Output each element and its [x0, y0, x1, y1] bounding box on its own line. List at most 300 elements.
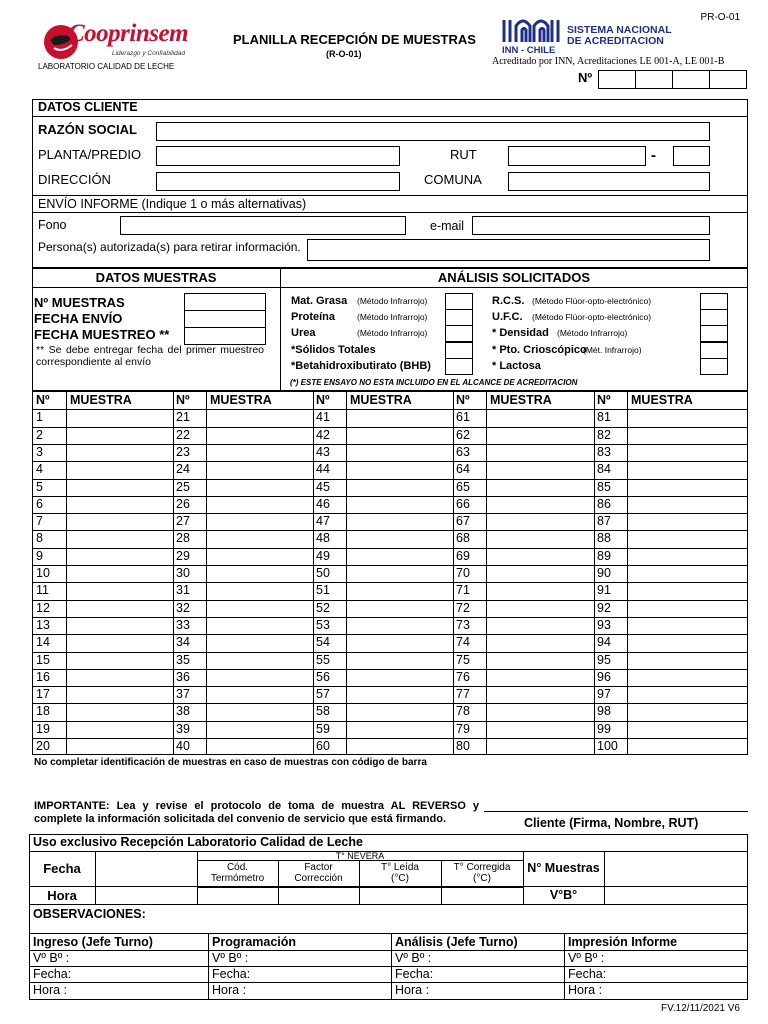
grid-sample-number: 90 — [597, 566, 611, 580]
direccion-field[interactable] — [156, 172, 400, 191]
analysis-right-method: (Método Flúor-opto-electrónico) — [532, 296, 652, 306]
analysis-left-name: Proteína — [291, 311, 336, 323]
analysis-title: ANÁLISIS SOLICITADOS — [437, 270, 591, 285]
grid-sample-input[interactable] — [67, 635, 172, 650]
vb-label: V°B° — [549, 888, 578, 902]
grid-sample-number: 61 — [456, 410, 470, 424]
grid-sample-number: 53 — [316, 618, 330, 632]
email-label: e-mail — [430, 219, 465, 233]
grid-sample-input[interactable] — [628, 635, 746, 650]
razon-social-field[interactable] — [156, 122, 710, 141]
t-leida-label: T° Leída (°C) — [381, 862, 419, 884]
grid-sample-input[interactable] — [207, 687, 312, 702]
grid-sample-input[interactable] — [67, 601, 172, 616]
grid-sample-input[interactable] — [628, 445, 746, 460]
analysis-right-checkbox[interactable] — [700, 293, 728, 310]
grid-sample-input[interactable] — [67, 514, 172, 529]
grid-sample-number: 31 — [176, 583, 190, 597]
analysis-left-checkbox[interactable] — [445, 358, 473, 375]
grid-sample-number: 25 — [176, 480, 190, 494]
grid-sample-number: 18 — [36, 704, 50, 718]
grid-sample-input[interactable] — [487, 583, 592, 598]
grid-sample-input[interactable] — [67, 428, 172, 443]
analysis-right-checkbox[interactable] — [700, 309, 728, 326]
signature-label: Cliente (Firma, Nombre, RUT) — [524, 816, 699, 830]
grid-sample-input[interactable] — [347, 549, 452, 564]
grid-sample-input[interactable] — [67, 480, 172, 495]
samples-note: ** Se debe entregar fecha del primer muestreo correspondiente al envío — [36, 344, 264, 368]
n-muestras-label: Nº MUESTRAS — [34, 295, 125, 310]
grid-sample-input[interactable] — [487, 514, 592, 529]
n-muestras-reception-label: N° Muestras — [527, 861, 600, 875]
grid-sample-number: 80 — [456, 739, 470, 753]
sign-input-area[interactable] — [451, 951, 560, 999]
form-code: PR-O-01 — [700, 12, 740, 23]
grid-header-muestra: MUESTRA — [350, 393, 412, 407]
grid-sample-number: 6 — [36, 497, 43, 511]
grid-sample-input[interactable] — [487, 635, 592, 650]
samples-grid — [32, 391, 748, 755]
samples-analysis-divider — [280, 268, 281, 391]
grid-sample-number: 5 — [36, 480, 43, 494]
grid-sample-number: 95 — [597, 653, 611, 667]
grid-sample-input[interactable] — [628, 497, 746, 512]
grid-sample-input[interactable] — [628, 722, 746, 737]
grid-sample-input[interactable] — [207, 410, 312, 425]
analysis-footnote: (*) ESTE ENSAYO NO ESTA INCLUIDO EN EL ALCANCE DE ACREDITACION — [290, 378, 578, 387]
sign-col-title: Programación — [212, 935, 297, 949]
analysis-left-checkbox[interactable] — [445, 309, 473, 326]
hora-label: Hora — [47, 888, 77, 903]
grid-sample-number: 42 — [316, 428, 330, 442]
number-box-2[interactable] — [635, 70, 673, 89]
grid-sample-input[interactable] — [628, 670, 746, 685]
analysis-left-checkbox[interactable] — [445, 293, 473, 310]
grid-sample-number: 48 — [316, 531, 330, 545]
grid-sample-input[interactable] — [67, 618, 172, 633]
grid-sample-number: 60 — [316, 739, 330, 753]
grid-sample-number: 63 — [456, 445, 470, 459]
grid-sample-number: 52 — [316, 601, 330, 615]
inn-logo-mark — [500, 16, 562, 46]
grid-sample-number: 58 — [316, 704, 330, 718]
grid-header-n: Nº — [176, 393, 190, 407]
grid-sample-number: 23 — [176, 445, 190, 459]
grid-sample-number: 36 — [176, 670, 190, 684]
sign-hora: Hora : — [395, 983, 430, 997]
grid-sample-input[interactable] — [628, 618, 746, 633]
grid-sample-input[interactable] — [487, 618, 592, 633]
grid-sample-number: 70 — [456, 566, 470, 580]
grid-sample-input[interactable] — [347, 704, 452, 719]
grid-sample-input[interactable] — [347, 601, 452, 616]
number-label: Nº — [578, 70, 593, 85]
grid-sample-number: 49 — [316, 549, 330, 563]
grid-sample-input[interactable] — [347, 462, 452, 477]
number-box-1[interactable] — [598, 70, 636, 89]
grid-sample-input[interactable] — [347, 739, 452, 754]
grid-sample-input[interactable] — [628, 653, 746, 668]
grid-sample-input[interactable] — [207, 653, 312, 668]
analysis-right-checkbox[interactable] — [700, 342, 728, 359]
grid-sample-input[interactable] — [487, 722, 592, 737]
sign-vb: Vº Bº : — [212, 951, 249, 965]
grid-sample-number: 11 — [36, 583, 49, 597]
grid-sample-input[interactable] — [487, 480, 592, 495]
grid-sample-input[interactable] — [628, 531, 746, 546]
grid-sample-number: 73 — [456, 618, 470, 632]
sign-col-line — [391, 933, 392, 1000]
grid-sample-number: 85 — [597, 480, 611, 494]
sign-hora: Hora : — [33, 983, 68, 997]
grid-sample-input[interactable] — [207, 601, 312, 616]
grid-sample-number: 71 — [456, 583, 470, 597]
grid-sample-input[interactable] — [347, 670, 452, 685]
sign-input-area[interactable] — [89, 951, 204, 999]
sign-vb: Vº Bº : — [568, 951, 605, 965]
samples-title: DATOS MUESTRAS — [95, 270, 217, 285]
observaciones-label: OBSERVACIONES: — [33, 907, 146, 921]
grid-sample-input[interactable] — [67, 462, 172, 477]
grid-sample-input[interactable] — [628, 583, 746, 598]
important-lead: IMPORTANTE: — [34, 800, 110, 812]
grid-sample-input[interactable] — [487, 462, 592, 477]
accreditation-name: SISTEMA NACIONAL DE ACREDITACION — [567, 24, 672, 47]
rut-label: RUT — [450, 147, 477, 162]
grid-sample-number: 56 — [316, 670, 330, 684]
grid-sample-input[interactable] — [347, 428, 452, 443]
grid-sample-input[interactable] — [67, 531, 172, 546]
fecha-envio-field[interactable] — [184, 310, 266, 328]
nevera-label: T° NEVERA — [335, 851, 385, 861]
grid-sample-input[interactable] — [628, 601, 746, 616]
grid-sample-input[interactable] — [207, 514, 312, 529]
grid-sample-input[interactable] — [347, 618, 452, 633]
analysis-right-checkbox[interactable] — [700, 325, 728, 342]
email-field[interactable] — [472, 216, 710, 235]
sign-col-line — [208, 933, 209, 1000]
grid-sample-input[interactable] — [67, 704, 172, 719]
grid-sample-input[interactable] — [487, 653, 592, 668]
number-box-3[interactable] — [672, 70, 710, 89]
grid-sample-number: 92 — [597, 601, 611, 615]
grid-sample-input[interactable] — [487, 497, 592, 512]
grid-sample-input[interactable] — [207, 618, 312, 633]
grid-sample-number: 13 — [36, 618, 50, 632]
grid-sample-input[interactable] — [207, 428, 312, 443]
grid-sample-input[interactable] — [67, 410, 172, 425]
sign-input-area[interactable] — [624, 951, 744, 999]
grid-sample-number: 21 — [176, 410, 190, 424]
grid-sample-number: 32 — [176, 601, 190, 615]
inn-label: INN - CHILE — [502, 45, 556, 56]
grid-sample-number: 27 — [176, 514, 190, 528]
grid-sample-number: 35 — [176, 653, 190, 667]
analysis-left-name: *Betahidroxibutirato (BHB) — [291, 360, 431, 372]
grid-sample-input[interactable] — [207, 497, 312, 512]
page-title: PLANILLA RECEPCIÓN DE MUESTRAS — [233, 32, 476, 47]
grid-sample-number: 54 — [316, 635, 330, 649]
grid-sample-number: 16 — [36, 670, 50, 684]
sign-fecha: Fecha: — [33, 967, 72, 981]
sign-col-title: Impresión Informe — [568, 935, 678, 949]
grid-sample-number: 51 — [316, 583, 330, 597]
client-envio-divider — [32, 195, 748, 196]
grid-sample-number: 59 — [316, 722, 330, 736]
grid-sample-input[interactable] — [628, 687, 746, 702]
grid-sample-input[interactable] — [487, 601, 592, 616]
grid-sample-input[interactable] — [67, 722, 172, 737]
grid-sample-input[interactable] — [347, 410, 452, 425]
grid-sample-input[interactable] — [347, 635, 452, 650]
grid-sample-number: 97 — [597, 687, 611, 701]
grid-sample-input[interactable] — [67, 583, 172, 598]
grid-sample-input[interactable] — [67, 549, 172, 564]
grid-sample-input[interactable] — [628, 549, 746, 564]
grid-sample-input[interactable] — [487, 739, 592, 754]
grid-sample-number: 38 — [176, 704, 190, 718]
analysis-left-name: Urea — [291, 327, 316, 339]
grid-sample-input[interactable] — [207, 549, 312, 564]
grid-sample-input[interactable] — [207, 670, 312, 685]
grid-sample-number: 98 — [597, 704, 611, 718]
grid-sample-number: 19 — [36, 722, 50, 736]
grid-sample-input[interactable] — [628, 704, 746, 719]
sign-fecha: Fecha: — [212, 967, 251, 981]
sign-vb: Vº Bº : — [33, 951, 70, 965]
grid-header-muestra: MUESTRA — [631, 393, 693, 407]
grid-sample-input[interactable] — [207, 566, 312, 581]
planta-label: PLANTA/PREDIO — [38, 147, 142, 162]
grid-header-n: Nº — [36, 393, 50, 407]
planta-field[interactable] — [156, 146, 400, 166]
analysis-right-method: (Método Flúor-opto-electrónico) — [532, 312, 652, 322]
grid-sample-input[interactable] — [487, 670, 592, 685]
grid-sample-number: 12 — [36, 601, 50, 615]
grid-sample-number: 69 — [456, 549, 470, 563]
brand-name: Cooprinsem — [68, 20, 189, 47]
grid-sample-number: 41 — [316, 410, 330, 424]
grid-sample-input[interactable] — [347, 445, 452, 460]
grid-sample-number: 87 — [597, 514, 611, 528]
grid-header-n: Nº — [597, 393, 611, 407]
grid-header-n: Nº — [316, 393, 330, 407]
grid-sample-input[interactable] — [487, 704, 592, 719]
sign-col-title: Ingreso (Jefe Turno) — [33, 935, 153, 949]
grid-sample-number: 10 — [36, 566, 50, 580]
number-box-4[interactable] — [709, 70, 747, 89]
grid-sample-input[interactable] — [487, 687, 592, 702]
footer-version: FV.12/11/2021 V6 — [661, 1003, 740, 1014]
grid-sample-input[interactable] — [347, 687, 452, 702]
client-section-title: DATOS CLIENTE — [38, 100, 138, 114]
grid-sample-input[interactable] — [67, 739, 172, 754]
grid-sample-input[interactable] — [487, 428, 592, 443]
grid-sample-input[interactable] — [67, 687, 172, 702]
grid-sample-number: 89 — [597, 549, 611, 563]
grid-sample-number: 86 — [597, 497, 611, 511]
grid-sample-number: 64 — [456, 462, 470, 476]
analysis-left-checkbox[interactable] — [445, 342, 473, 359]
grid-sample-number: 33 — [176, 618, 190, 632]
grid-sample-number: 47 — [316, 514, 330, 528]
direccion-label: DIRECCIÓN — [38, 172, 111, 187]
comuna-field[interactable] — [508, 172, 710, 191]
rut-dv-field[interactable] — [673, 146, 710, 166]
grid-sample-number: 39 — [176, 722, 190, 736]
grid-sample-number: 3 — [36, 445, 43, 459]
grid-sample-number: 99 — [597, 722, 611, 736]
grid-sample-number: 44 — [316, 462, 330, 476]
brand-tagline: Liderazgo y Confiabilidad — [112, 50, 185, 57]
grid-sample-number: 26 — [176, 497, 190, 511]
grid-sample-number: 93 — [597, 618, 611, 632]
grid-sample-input[interactable] — [207, 635, 312, 650]
comuna-label: COMUNA — [424, 172, 482, 187]
grid-sample-input[interactable] — [347, 480, 452, 495]
grid-sample-number: 67 — [456, 514, 470, 528]
grid-sample-number: 7 — [36, 514, 43, 528]
grid-sample-input[interactable] — [628, 480, 746, 495]
grid-sample-number: 88 — [597, 531, 611, 545]
grid-sample-number: 91 — [597, 583, 611, 597]
grid-sample-number: 15 — [36, 653, 50, 667]
fecha-muestreo-label: FECHA MUESTREO ** — [34, 327, 170, 342]
grid-sample-number: 74 — [456, 635, 470, 649]
grid-sample-input[interactable] — [207, 739, 312, 754]
grid-sample-number: 50 — [316, 566, 330, 580]
n-muestras-field[interactable] — [184, 293, 266, 311]
grid-sample-input[interactable] — [347, 583, 452, 598]
grid-sample-number: 30 — [176, 566, 190, 580]
grid-sample-number: 24 — [176, 462, 190, 476]
grid-sample-input[interactable] — [347, 514, 452, 529]
analysis-left-name: *Sólidos Totales — [291, 344, 376, 356]
fecha-envio-label: FECHA ENVÍO — [34, 311, 123, 326]
reception-divider-4 — [29, 933, 748, 934]
grid-sample-number: 78 — [456, 704, 470, 718]
grid-sample-input[interactable] — [347, 531, 452, 546]
grid-sample-input[interactable] — [207, 480, 312, 495]
grid-sample-input[interactable] — [347, 653, 452, 668]
rut-field[interactable] — [508, 146, 646, 166]
signature-line[interactable] — [484, 811, 748, 812]
grid-sample-number: 75 — [456, 653, 470, 667]
grid-sample-number: 84 — [597, 462, 611, 476]
grid-sample-number: 57 — [316, 687, 330, 701]
sign-hora: Hora : — [212, 983, 247, 997]
grid-sample-input[interactable] — [67, 445, 172, 460]
grid-sample-input[interactable] — [487, 549, 592, 564]
analysis-left-method: (Método Infrarrojo) — [357, 296, 428, 306]
fecha-label: Fecha — [43, 861, 81, 876]
sign-vb: Vº Bº : — [395, 951, 432, 965]
grid-sample-input[interactable] — [67, 653, 172, 668]
sign-input-area[interactable] — [268, 951, 387, 999]
grid-sample-input[interactable] — [628, 739, 746, 754]
grid-sample-input[interactable] — [628, 566, 746, 581]
grid-sample-number: 34 — [176, 635, 190, 649]
analysis-left-name: Mat. Grasa — [291, 295, 348, 307]
persona-field[interactable] — [307, 239, 710, 261]
inn-logo — [500, 16, 562, 46]
analysis-right-name: * Densidad — [492, 327, 549, 339]
grid-sample-input[interactable] — [207, 704, 312, 719]
grid-sample-input[interactable] — [347, 722, 452, 737]
grid-sample-number: 9 — [36, 549, 43, 563]
sign-fecha: Fecha: — [568, 967, 607, 981]
grid-sample-input[interactable] — [347, 566, 452, 581]
grid-sample-number: 72 — [456, 601, 470, 615]
reception-vline-value — [604, 851, 605, 904]
grid-sample-input[interactable] — [628, 410, 746, 425]
analysis-left-method: (Método Infrarrojo) — [357, 328, 428, 338]
sign-col-title: Análisis (Jefe Turno) — [395, 935, 518, 949]
grid-sample-input[interactable] — [487, 445, 592, 460]
grid-sample-input[interactable] — [67, 497, 172, 512]
grid-sample-input[interactable] — [207, 722, 312, 737]
grid-sample-input[interactable] — [487, 410, 592, 425]
grid-sample-input[interactable] — [628, 428, 746, 443]
analysis-right-name: R.C.S. — [492, 295, 525, 307]
grid-sample-input[interactable] — [207, 462, 312, 477]
grid-sample-number: 8 — [36, 531, 43, 545]
sign-col-line — [564, 933, 565, 1000]
fono-field[interactable] — [120, 216, 406, 235]
grid-sample-input[interactable] — [487, 531, 592, 546]
grid-sample-number: 77 — [456, 687, 470, 701]
t-corregida-label: T° Corregida (°C) — [453, 862, 511, 884]
grid-sample-input[interactable] — [207, 445, 312, 460]
grid-header-n: Nº — [456, 393, 470, 407]
reception-divider-3 — [29, 904, 748, 905]
grid-sample-number: 4 — [36, 462, 43, 476]
fecha-muestreo-field[interactable] — [184, 327, 266, 345]
grid-sample-number: 20 — [36, 739, 50, 753]
grid-sample-number: 55 — [316, 653, 330, 667]
grid-sample-number: 43 — [316, 445, 330, 459]
rut-dash: - — [651, 147, 656, 164]
samples-title-divider — [32, 287, 748, 288]
client-title-divider — [32, 116, 748, 117]
grid-sample-input[interactable] — [628, 462, 746, 477]
analysis-right-checkbox[interactable] — [700, 358, 728, 375]
grid-sample-input[interactable] — [67, 566, 172, 581]
grid-sample-input[interactable] — [628, 514, 746, 529]
analysis-left-checkbox[interactable] — [445, 325, 473, 342]
grid-sample-number: 76 — [456, 670, 470, 684]
grid-sample-input[interactable] — [207, 583, 312, 598]
grid-sample-input[interactable] — [487, 566, 592, 581]
grid-sample-input[interactable] — [207, 531, 312, 546]
grid-sample-input[interactable] — [347, 497, 452, 512]
grid-sample-input[interactable] — [67, 670, 172, 685]
grid-sample-number: 100 — [597, 739, 618, 753]
analysis-right-method: (Mét. Infrarrojo) — [583, 345, 642, 355]
grid-sample-number: 82 — [597, 428, 611, 442]
cod-termometro-label: Cód. Termómetro — [210, 862, 265, 884]
grid-sample-number: 14 — [36, 635, 50, 649]
grid-sample-number: 83 — [597, 445, 611, 459]
nevera-value-divider — [197, 887, 523, 888]
fecha-input[interactable] — [96, 852, 197, 886]
grid-sample-number: 65 — [456, 480, 470, 494]
hora-input[interactable] — [96, 887, 197, 904]
grid-sample-number: 79 — [456, 722, 470, 736]
sign-fecha: Fecha: — [395, 967, 434, 981]
grid-sample-number: 40 — [176, 739, 190, 753]
page-subtitle: (R-O-01) — [326, 49, 362, 59]
